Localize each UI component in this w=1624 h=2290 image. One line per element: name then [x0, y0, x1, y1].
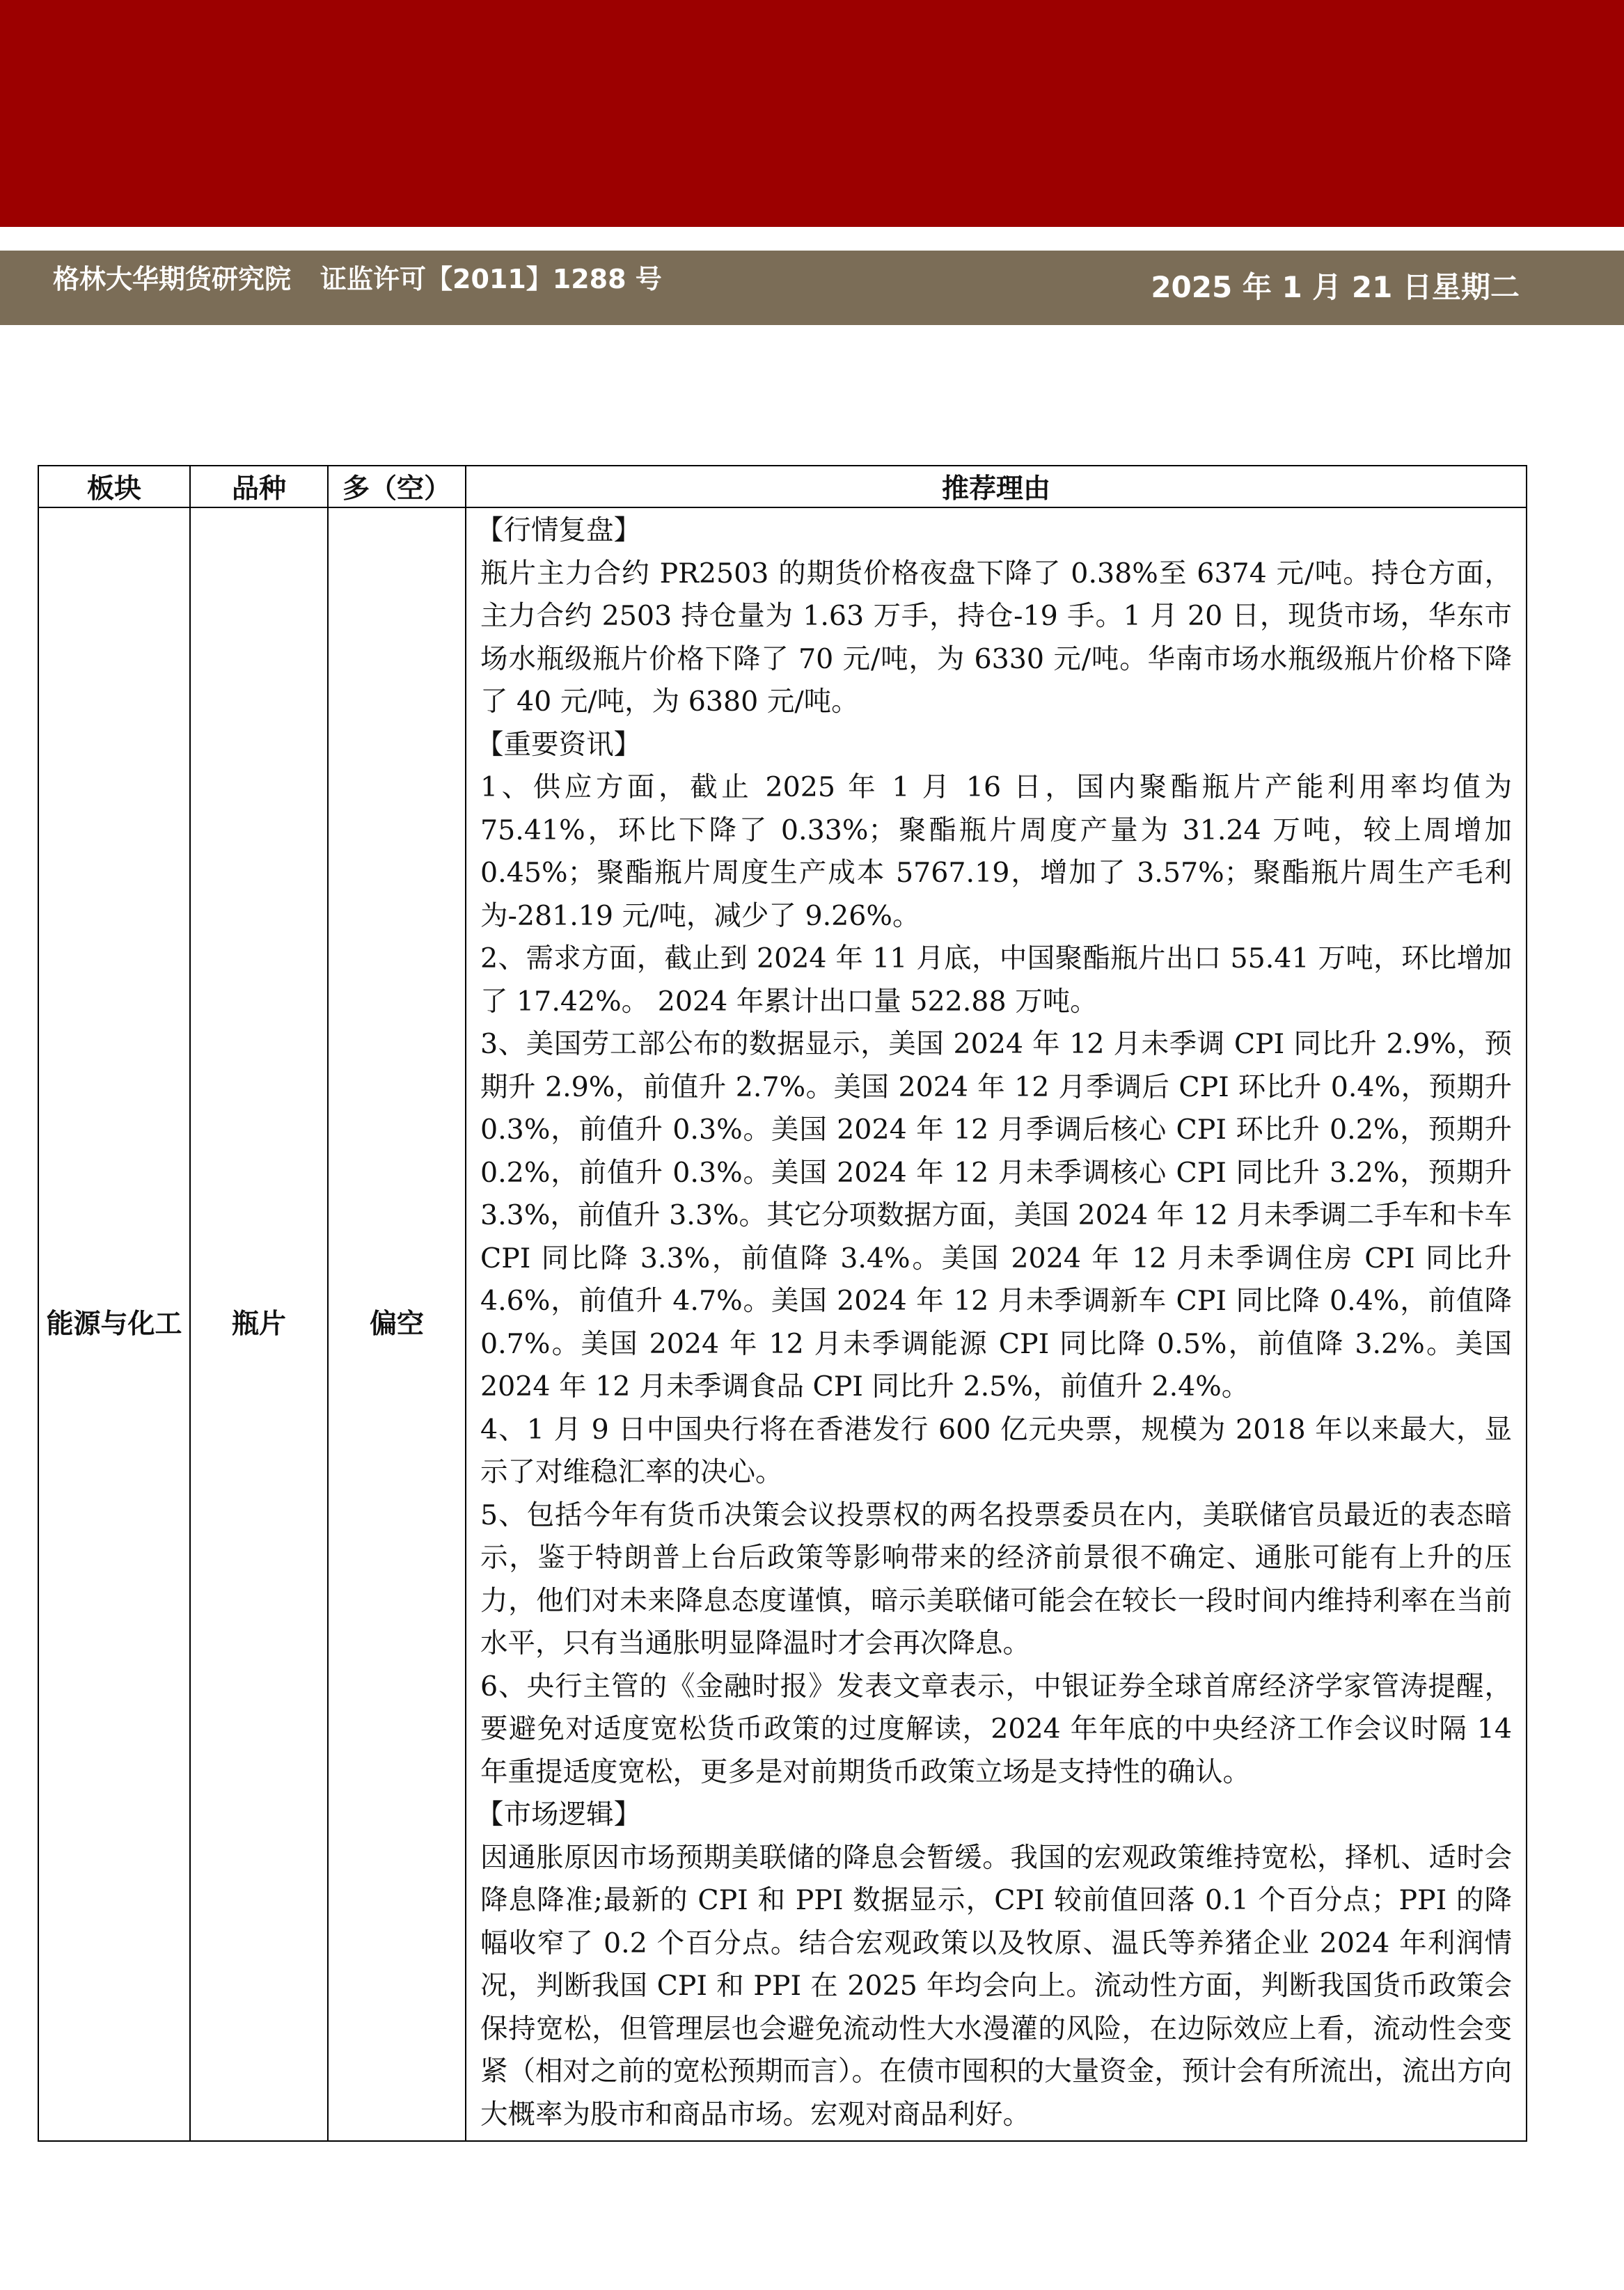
col-header-product: 品种	[190, 466, 328, 507]
news-item-3: 3、美国劳工部公布的数据显示，美国 2024 年 12 月未季调 CPI 同比升 2.9%，预期升 2.9%，前值升 2.7%。美国 2024 年 12 月季调后 CPI 环比升 0.4%，预期升 0.3%，前值升 0.3%。美国 2024 年 12 月季调后核心 CPI 环比升 0.2%，预期升 0.2%，前值升 0.3%。美国 2024 年 12 月未季调核心 CPI 同比升 3.2%，预期升 3.3%，前值升 3.3%。其它分项数据方面，美国 2024 年 12 月未季调二手车和卡车 CPI 同比降 3.3%，前值降 3.4%。美国 2024 年 12 月未季调住房 CPI 同比升 4.6%，前值升 4.7%。美国 2024 年 12 月未季调新车 CPI 同比降 0.4%，前值降 0.7%。美国 2024 年 12 月未季调能源 CPI 同比降 0.5%，前值降 3.2%。美国 2024 年 12 月未季调食品 CPI 同比升 2.5%，前值升 2.4%。	[480, 1028, 1512, 1403]
col-header-sector: 板块	[38, 466, 190, 507]
sector-cell: 能源与化工	[38, 507, 190, 2141]
col-header-reason: 推荐理由	[466, 466, 1527, 507]
news-item-2: 2、需求方面，截止到 2024 年 11 月底，中国聚酯瓶片出口 55.41 万吨，环比增加了 17.42%。 2024 年累计出口量 522.88 万吨。	[480, 942, 1512, 1018]
market-review-text: 瓶片主力合约 PR2503 的期货价格夜盘下降了 0.38%至 6374 元/吨。持仓方面，主力合约 2503 持仓量为 1.63 万手，持仓-19 手。1 月 20 日，现货市场，华东市场水瓶级瓶片价格下降了 70 元/吨，为 6330 元/吨。华南市场水瓶级瓶片价格下降了 40 元/吨，为 6380 元/吨。	[480, 557, 1512, 718]
direction-cell: 偏空	[328, 507, 466, 2141]
header-info-bar	[0, 251, 1624, 325]
news-item-5: 5、包括今年有货币决策会议投票权的两名投票委员在内，美联储官员最近的表态暗示，鉴于特朗普上台后政策等影响带来的经济前景很不确定、通胀可能有上升的压力，他们对未来降息态度谨慎，暗示美联储可能会在较长一段时间内维持利率在当前水平，只有当通胀明显降温时才会再次降息。	[480, 1499, 1512, 1659]
section-heading-key-news: 【重要资讯】	[476, 728, 641, 761]
section-heading-market-review: 【行情复盘】	[476, 514, 641, 546]
org-name: 格林大华期货研究院	[53, 264, 292, 294]
reason-cell	[466, 507, 1527, 2141]
news-item-1: 1、供应方面，截止 2025 年 1 月 16 日，国内聚酯瓶片产能利用率均值为 75.41%，环比下降了 0.33%；聚酯瓶片周度产量为 31.24 万吨，较上周增加 0.45%；聚酯瓶片周度生产成本 5767.19，增加了 3.57%；聚酯瓶片周生产毛利为-281.19 元/吨，减少了 9.26%。	[480, 771, 1512, 932]
news-item-6: 6、央行主管的《金融时报》发表文章表示，中银证券全球首席经济学家管涛提醒，要避免对适度宽松货币政策的过度解读，2024 年年底的中央经济工作会议时隔 14 年重提适度宽松，更多是对前期货币政策立场是支持性的确认。	[480, 1670, 1512, 1788]
news-item-4: 4、1 月 9 日中国央行将在香港发行 600 亿元央票，规模为 2018 年以来最大，显示了对维稳汇率的决心。	[480, 1413, 1512, 1488]
org-line	[53, 262, 662, 297]
col-header-direction: 多（空）	[328, 466, 466, 507]
license-number: 证监许可【2011】1288 号	[320, 264, 662, 294]
market-logic-text: 因通胀原因市场预期美联储的降息会暂缓。我国的宏观政策维持宽松，择机、适时会降息降准;最新的 CPI 和 PPI 数据显示，CPI 较前值回落 0.1 个百分点；PPI 的降幅收窄了 0.2 个百分点。结合宏观政策以及牧原、温氏等养猪企业 2024 年利润情况，判断我国 CPI 和 PPI 在 2025 年均会向上。流动性方面，判断我国货币政策会保持宽松，但管理层也会避免流动性大水漫灌的风险，在边际效应上看，流动性会变紧（相对之前的宽松预期而言）。在债市囤积的大量资金，预计会有所流出，流出方向大概率为股市和商品市场。宏观对商品利好。	[480, 1841, 1512, 2131]
table-row	[38, 507, 1527, 2141]
section-heading-market-logic: 【市场逻辑】	[476, 1799, 641, 1831]
report-date: 2025 年 1 月 21 日星期二	[1151, 270, 1520, 304]
product-cell: 瓶片	[190, 507, 328, 2141]
table-header-row	[38, 466, 1527, 507]
header-red-band	[0, 0, 1624, 227]
recommendation-table	[38, 465, 1527, 2142]
